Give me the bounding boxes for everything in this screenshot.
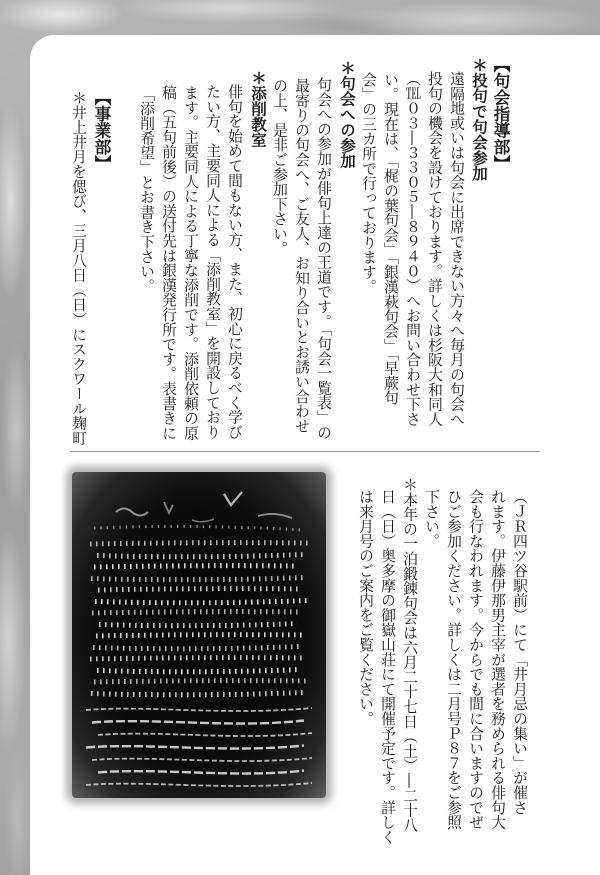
text-line: 句会への参加が俳句上達の王道です。「句会一覧表」の <box>315 77 332 440</box>
stitch-line <box>98 771 304 774</box>
scribble-stroke <box>116 509 148 516</box>
scribble-stroke <box>192 519 214 522</box>
scribble-stroke <box>258 514 292 518</box>
stitch-row <box>92 612 302 613</box>
scribble-stroke <box>164 502 173 513</box>
text-line: ＊本年の一泊鍛錬句会は六月二十七日（土）―二十八 <box>401 477 418 833</box>
text-line: たい方、主要同人による「添削教室」を開設しており <box>204 84 221 440</box>
stitch-row <box>96 635 304 636</box>
stitch-row <box>93 647 299 649</box>
text-line: ます。主要同人による丁寧な添削です。添削依頼の原 <box>182 85 199 441</box>
text-line: （ＪＲ四ツ谷駅前）にて「井月忌の集い」が催さ <box>511 489 528 815</box>
text-line: 下さい。 <box>423 489 440 549</box>
text-line: は来月号のご案内をご覧ください。 <box>357 489 374 726</box>
text-line: ＊井上井月を偲び、三月八日（日）にスクワール麹町 <box>70 90 87 446</box>
stitch-row <box>95 601 307 603</box>
section-heading-guidance: 【句会指導部】 <box>491 56 510 172</box>
text-line: 遠隔地或いは句会に出席できない方々へ毎月の句会へ <box>448 71 465 427</box>
text-line: の上、是非ご参加下さい。 <box>271 78 288 256</box>
section-divider <box>70 451 540 452</box>
stitch-row <box>94 526 304 530</box>
stitch-line <box>92 721 304 724</box>
subheading-participation: ＊句会への参加 <box>338 60 356 169</box>
text-line: 会」の三カ所で行っております。 <box>360 72 377 294</box>
text-line: 稿（五句前後）の送付先は銀漢発行所です。表書きに <box>160 85 177 441</box>
stitch-row <box>94 566 298 567</box>
stitch-row <box>97 670 301 672</box>
stitch-row <box>91 693 303 695</box>
stitch-line <box>86 783 312 786</box>
text-line: れます。伊藤伊那男主宰が選者を務められる俳句大 <box>489 489 506 830</box>
stitch-row <box>90 543 308 544</box>
stitch-line <box>92 758 312 761</box>
stitch-row <box>97 555 303 557</box>
text-line-phone: （℡０３―３３０５―８９４０）へお問い合わせ下さ <box>404 71 421 427</box>
text-line: 「添削希望」とお書き下さい。 <box>138 86 155 294</box>
subheading-correction: ＊添削教室 <box>249 70 267 148</box>
stitch-photo <box>72 472 326 798</box>
subheading-submission: ＊投句で句会参加 <box>470 57 488 181</box>
stitch-photo-svg <box>72 472 326 798</box>
stitch-line <box>86 746 304 749</box>
text-line: い。現在は、「梶の葉句会」「銀漢萩句会」「早蕨句 <box>382 72 399 405</box>
text-line: 投句の機会を設けております。詳しくは杉阪大和同人 <box>426 71 443 427</box>
stitch-row <box>90 658 306 659</box>
stitch-line <box>98 733 312 736</box>
stitch-row <box>98 589 300 590</box>
text-line: 会も行なわれます。今からでも間に合いますのでぜ <box>467 489 484 830</box>
stitch-row <box>91 578 305 580</box>
stitch-line <box>86 708 312 711</box>
text-line: 日（日）奥多摩の御嶽山荘にて開催予定です。詳しく <box>379 489 396 845</box>
stitch-row <box>94 681 308 682</box>
stitch-row <box>99 624 297 626</box>
scribble-stroke <box>224 492 242 505</box>
text-line: 俳句を始めて間もない方、また、初心に戻るべく学び <box>226 84 243 440</box>
text-line: ひご参加ください。詳しくは二月号Ｐ８７をご参照 <box>445 489 462 830</box>
section-heading-events: 【事業部】 <box>92 89 111 172</box>
text-line: 最寄りの句会へ、ご友人、お知り合いとお誘い合わせ <box>293 78 310 434</box>
